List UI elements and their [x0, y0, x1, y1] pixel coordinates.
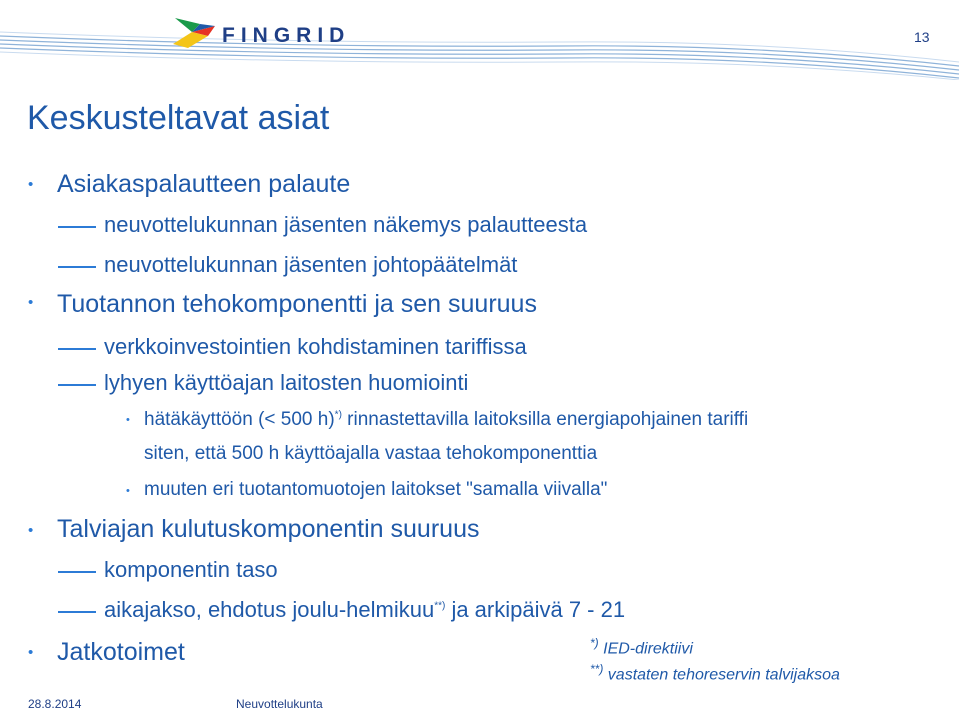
fingrid-logo-text: FINGRID [222, 24, 351, 47]
fingrid-logo-mark-icon [170, 14, 220, 50]
item-aikajakso: aikajakso, ehdotus joulu-helmikuu**) ja arkipäivä 7 - 21 [104, 597, 626, 622]
bullet-icon: • [28, 522, 34, 539]
sub-bullet-icon: • [126, 485, 130, 497]
item-jatkotoimet: Jatkotoimet [57, 638, 185, 666]
item-asiakaspalaute: Asiakaspalautteen palaute [57, 170, 351, 198]
footer-label: Neuvottelukunta [236, 697, 323, 711]
item-hatakaytto-cont: siten, että 500 h käyttöajalla vastaa tehokomponenttia [144, 443, 598, 464]
dash-icon [58, 611, 96, 613]
slide-title: Keskusteltavat asiat [27, 99, 330, 137]
header-swoosh [0, 0, 959, 80]
dash-icon [58, 384, 96, 386]
dash-icon [58, 348, 96, 350]
item-johtopaatelmat: neuvottelukunnan jäsenten johtopäätelmät [104, 252, 518, 277]
item-nakemys: neuvottelukunnan jäsenten näkemys palautteesta [104, 212, 588, 237]
dash-icon [58, 571, 96, 573]
footnote-ref: **) [434, 600, 446, 612]
footnote-2: **) vastaten tehoreservin talvijaksoa [590, 662, 840, 684]
bullet-icon: • [28, 644, 34, 661]
bullet-icon: • [28, 294, 34, 311]
item-tehokomponentti: Tuotannon tehokomponentti ja sen suuruus [57, 290, 537, 318]
bullet-icon: • [28, 176, 34, 193]
item-muuten: muuten eri tuotantomuotojen laitokset "samalla viivalla" [144, 479, 608, 500]
dash-icon [58, 226, 96, 228]
item-hatakaytto: hätäkäyttöön (< 500 h)*) rinnastettavilla laitoksilla energiapohjainen tariffi [144, 409, 749, 430]
item-verkkoinvestoinnit: verkkoinvestointien kohdistaminen tariffissa [104, 334, 527, 359]
item-komponentin-taso: komponentin taso [104, 557, 278, 582]
dash-icon [58, 266, 96, 268]
footnote-ref: *) [334, 409, 342, 421]
footer-date: 28.8.2014 [28, 697, 82, 711]
item-lyhyen-kayttoajan: lyhyen käyttöajan laitosten huomiointi [104, 370, 469, 395]
item-talviajan: Talviajan kulutuskomponentin suuruus [57, 515, 480, 543]
footnote-1: *) IED-direktiivi [590, 636, 693, 658]
slide-number: 13 [914, 29, 930, 45]
sub-bullet-icon: • [126, 414, 130, 426]
